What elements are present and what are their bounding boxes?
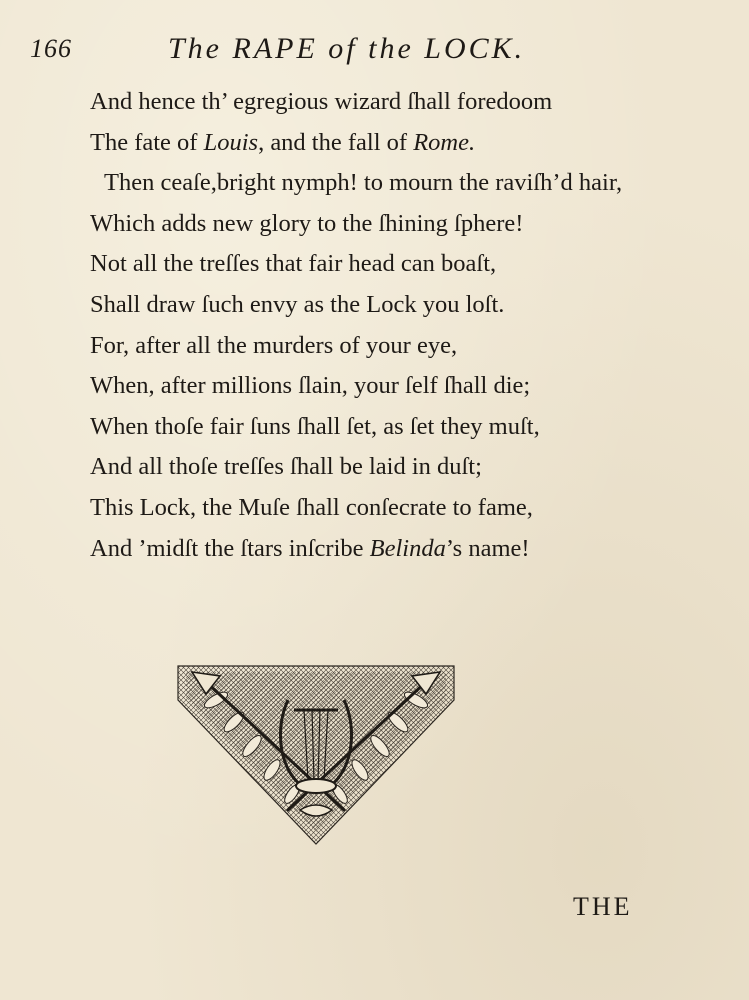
verse-line: The fate of Louis, and the fall of Rome. xyxy=(90,128,476,156)
italic-name: Rome. xyxy=(413,128,476,156)
italic-name: Belinda xyxy=(369,534,446,562)
verse-line: And hence th’ egregious wizard ſhall foredoom xyxy=(90,88,553,115)
verse-line: Then ceaſe,bright nymph! to mourn the raviſh’d hair, xyxy=(104,169,623,197)
page-number: 166 xyxy=(30,34,72,63)
running-title: The RAPE of the LOCK. xyxy=(168,32,526,65)
catchword: THE xyxy=(573,892,633,921)
italic-name: Louis xyxy=(203,128,259,156)
verse-block xyxy=(90,82,690,569)
verse-line: Not all the treſſes that fair head can boaſt, xyxy=(90,250,497,278)
verse-line: When thoſe fair ſuns ſhall ſet, as ſet they muſt, xyxy=(90,412,540,440)
verse-line: Shall draw ſuch envy as the Lock you loſt. xyxy=(90,290,505,318)
verse-line: And ’midſt the ſtars inſcribe Belinda’s name! xyxy=(90,534,530,562)
verse-line: This Lock, the Muſe ſhall conſecrate to fame, xyxy=(90,493,533,521)
verse-line: Which adds new glory to the ſhining ſphere! xyxy=(90,209,524,237)
verse-line: For, after all the murders of your eye, xyxy=(90,331,458,359)
verse-line: When, after millions ſlain, your ſelf ſhall die; xyxy=(90,372,531,400)
verse-line: And all thoſe treſſes ſhall be laid in duſt; xyxy=(90,453,482,481)
lyre-trumpets-wreath-tailpiece-icon xyxy=(176,660,456,850)
running-head xyxy=(0,30,749,70)
